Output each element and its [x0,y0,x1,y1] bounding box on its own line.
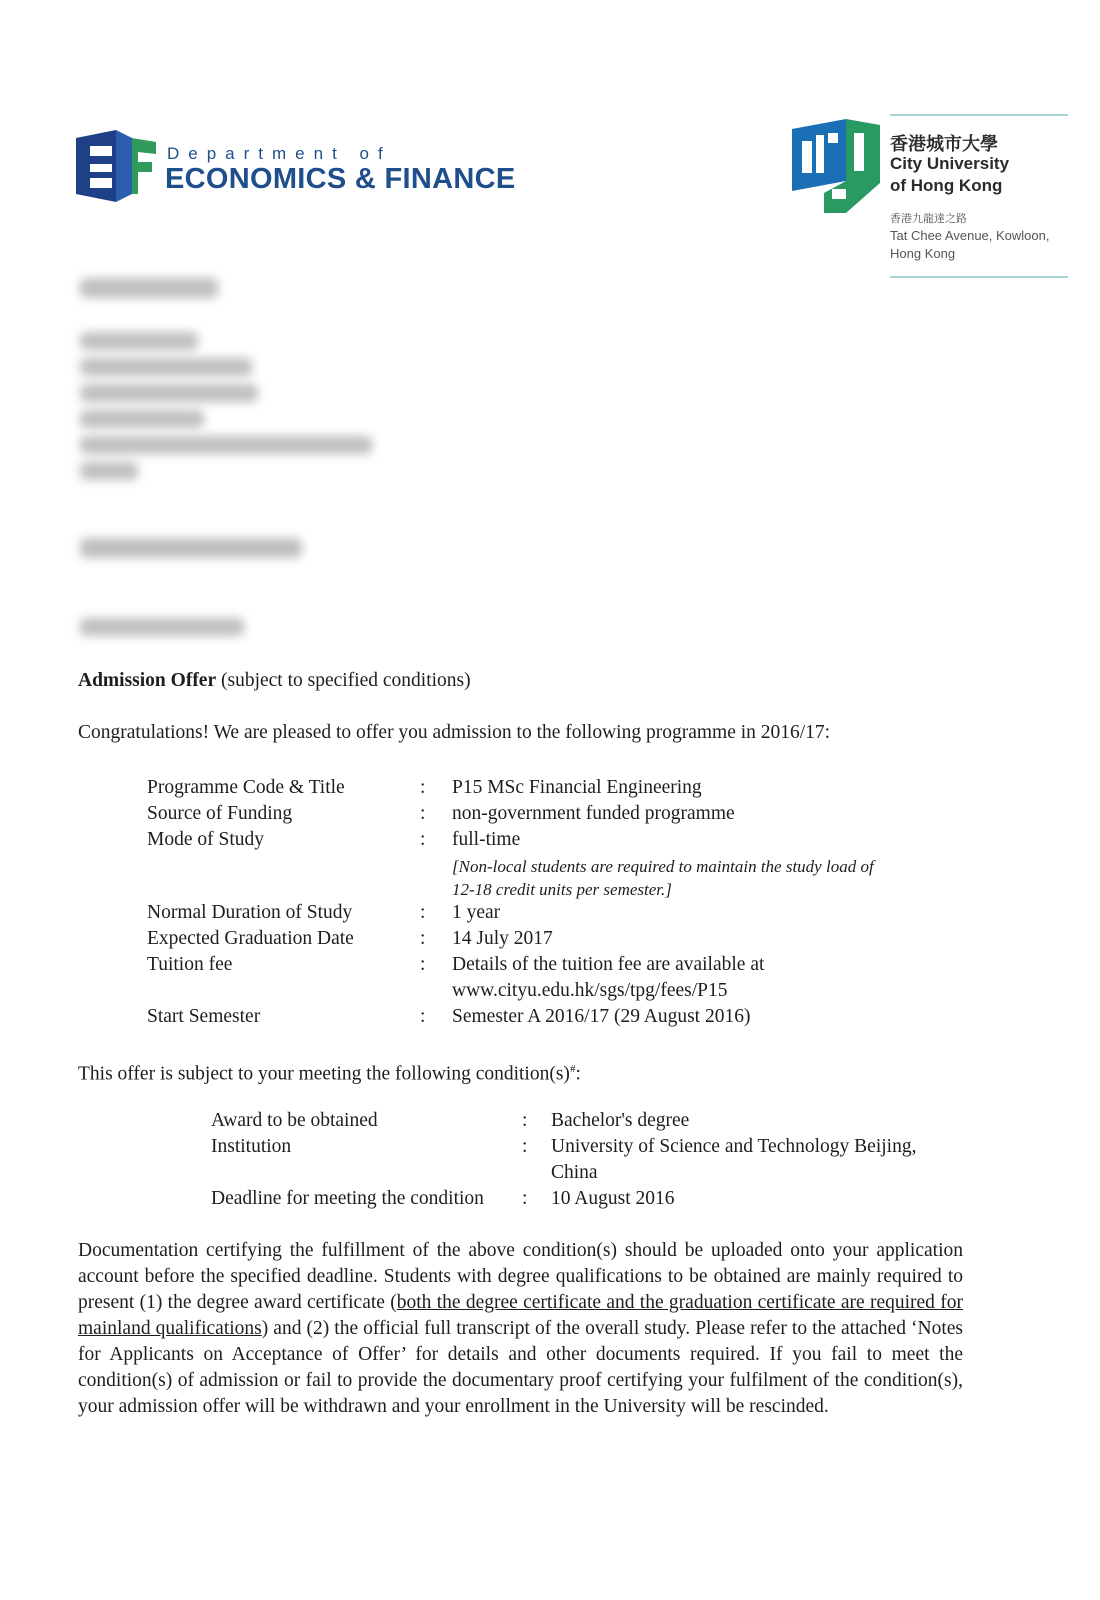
cityu-logo-icon [784,119,884,214]
dept-title: ECONOMICS & FINANCE [165,163,516,195]
documentation-part2: ) and (2) the official full transcript of the overall study. Please refer to the attached ‘Notes for Applicants on Acceptance of Offer’ for details and other documents required. If you fail to meet the condition(s) of admission or fail to provide the documentary proof certifying your fulfilment of the condition(s), your admission offer will be withdrawn and your enrollment in the University will be rescinded. [78,1318,963,1417]
detail-label: Expected Graduation Date [147,928,354,949]
condition-value: 10 August 2016 [551,1188,675,1209]
detail-label: Start Semester [147,1006,261,1027]
detail-label: Source of Funding [147,803,293,824]
detail-value: Semester A 2016/17 (29 August 2016) [452,1006,751,1027]
university-name-chinese: 香港城市大學 [890,134,998,155]
condition-value: University of Science and Technology Beijing, [551,1136,917,1157]
tuition-fee-url: www.cityu.edu.hk/sgs/tpg/fees/P15 [452,980,728,1001]
offer-heading-rest: (subject to specified conditions) [216,670,471,691]
detail-value: 14 July 2017 [452,928,553,949]
offer-heading [78,668,471,694]
ef-logo-icon [76,130,156,202]
detail-label: Tuition fee [147,954,233,975]
condition-colon: : [522,1188,528,1209]
detail-colon: : [420,777,426,798]
redacted-application-number [80,538,302,558]
documentation-paragraph [78,1238,963,1420]
detail-colon: : [420,829,426,850]
detail-colon: : [420,902,426,923]
address-line2: Hong Kong [890,246,956,261]
detail-colon: : [420,1006,426,1027]
condition-colon: : [522,1110,528,1131]
conditions-intro [78,1056,581,1088]
detail-label: Mode of Study [147,829,264,850]
university-logo-block [784,114,1074,284]
offer-heading-bold: Admission Offer [78,670,217,691]
condition-value-line2: China [551,1162,598,1183]
redacted-postcode [80,462,138,480]
condition-label: Deadline for meeting the condition [211,1188,484,1209]
conditions-intro-text: This offer is subject to your meeting the following condition(s) [78,1063,570,1085]
header-rule [890,276,1068,278]
redacted-address-line [80,384,258,402]
university-name-line1: City University [890,154,1010,173]
conditions-intro-sup: # [569,1063,576,1075]
redacted-address-line [80,436,372,454]
conditions-intro-end: : [575,1063,581,1085]
detail-colon: : [420,954,426,975]
documentation-part1: Documentation certifying the fulfillment of the above condition(s) should be uploaded onto your application account before the specified deadline. Students with degree qualifications to be obtained are mainly required to present (1) the degree award certificate ( [78,1240,963,1313]
detail-value: full-time [452,829,521,850]
condition-label: Award to be obtained [211,1110,378,1131]
detail-colon: : [420,803,426,824]
detail-colon: : [420,928,426,949]
congratulations-line: Congratulations! We are pleased to offer you admission to the following programme in 2016/17: [78,722,831,743]
condition-colon: : [522,1136,528,1157]
address-line1: Tat Chee Avenue, Kowloon, [890,228,1050,243]
condition-value: Bachelor's degree [551,1110,690,1131]
detail-label: Normal Duration of Study [147,902,353,923]
documentation-underlined: both the degree certificate and the graduation certificate are required for mainland qualifications [78,1292,963,1339]
mode-note-line1: [Non-local students are required to maintain the study load of [452,857,874,876]
detail-value: P15 MSc Financial Engineering [452,777,702,798]
address-chinese: 香港九龍達之路 [890,212,967,225]
detail-label: Programme Code & Title [147,777,345,798]
redacted-salutation [80,618,244,636]
detail-value: Details of the tuition fee are available at [452,954,765,975]
redacted-date [80,278,218,298]
redacted-address-line [80,358,252,376]
header-rule [890,114,1068,116]
redacted-recipient-name [80,332,198,350]
department-logo [76,130,526,202]
detail-value: 1 year [452,902,501,923]
dept-subtitle: Department of [167,144,392,163]
condition-label: Institution [211,1136,292,1157]
mode-note-line2: 12-18 credit units per semester.] [452,880,672,899]
redacted-address-line [80,410,204,428]
detail-value: non-government funded programme [452,803,735,824]
university-name-line2: of Hong Kong [890,176,1003,195]
